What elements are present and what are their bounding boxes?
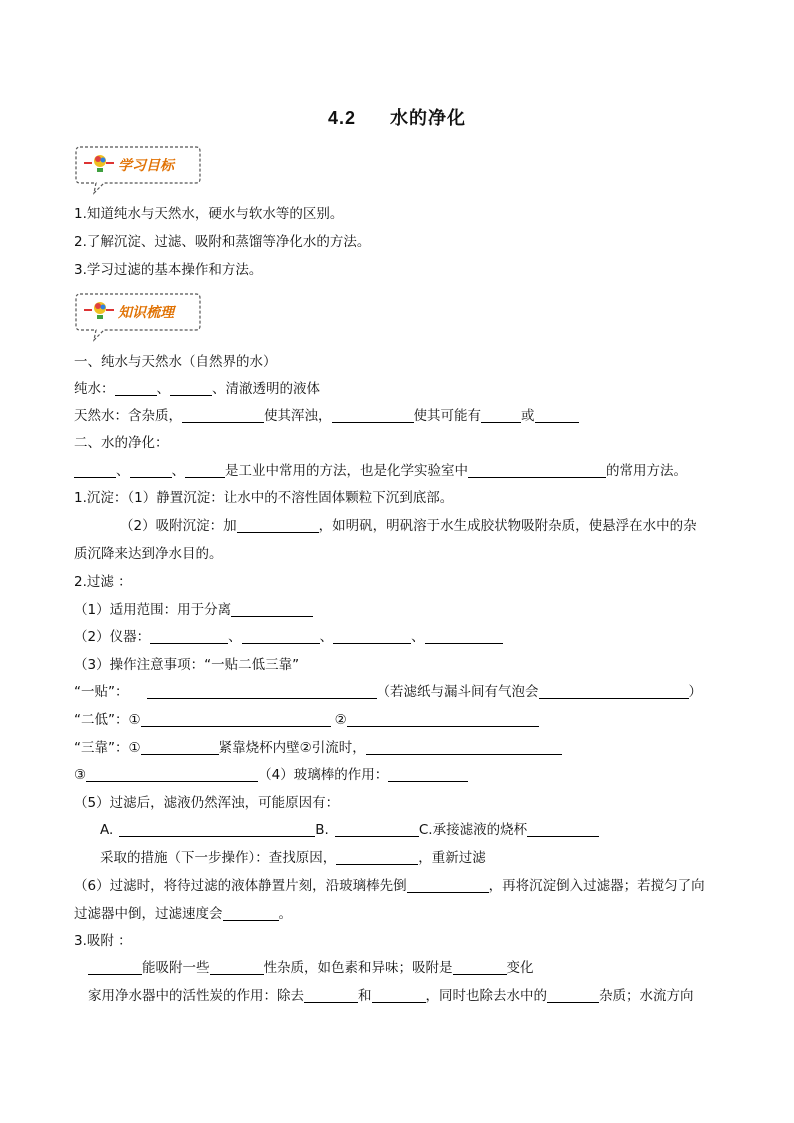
blank	[119, 822, 315, 837]
sedimentation-2: （2）吸附沉淀：加 ，如明矾，明矾溶于水生成胶状物吸附杂质，使悬浮在水中的杂	[120, 518, 697, 534]
section-2-heading: 二、水的净化：	[74, 435, 169, 451]
badge-label: 学习目标	[118, 158, 174, 174]
blank	[453, 960, 507, 975]
blank	[425, 629, 503, 644]
blank	[333, 629, 411, 644]
blank	[304, 988, 358, 1003]
adsorption-line: 能吸附一些 性杂质，如色素和异味；吸附是 变化	[88, 958, 534, 978]
section-1-heading: 一、纯水与天然水（自然界的水）	[74, 354, 277, 370]
methods-line: 、 、 是工业中常用的方法，也是化学实验室中 的常用方法。	[74, 461, 687, 481]
natural-water-line: 天然水：含杂质， 使其浑浊， 使其可能有 或	[74, 406, 579, 426]
blank	[407, 878, 489, 893]
sedimentation-3: 质沉降来达到净水目的。	[74, 546, 223, 562]
blank	[115, 381, 157, 396]
goal-3: 3.学习过滤的基本操作和方法。	[74, 262, 263, 278]
blank	[481, 408, 521, 423]
lean-3-glass-rod: ③ （4）玻璃棒的作用：	[74, 765, 468, 785]
blank	[231, 602, 313, 617]
filter-instruments: （2）仪器： 、 、 、	[74, 627, 503, 647]
badge-learning-goals	[74, 143, 202, 187]
goal-2: 2.了解沉淀、过滤、吸附和蒸馏等净化水的方法。	[74, 234, 371, 250]
blank	[366, 740, 562, 755]
blank	[147, 684, 377, 699]
goal-1: 1.知道纯水与天然水，硬水与软水等的区别。	[74, 206, 344, 222]
blank	[468, 463, 606, 478]
blank	[223, 906, 279, 921]
filter-notes: （3）操作注意事项：“一贴二低三靠”	[74, 657, 300, 673]
blank	[336, 850, 418, 865]
blank	[141, 712, 331, 727]
reason-options: A. B. C.承接滤液的烧杯	[100, 820, 599, 840]
blank	[141, 740, 219, 755]
filter-step-6: （6）过滤时，将待过滤的液体静置片刻，沿玻璃棒先倒 ，再将沉淀倒入过滤器；若搅匀了向	[74, 878, 705, 894]
filter-step-6-cont: 过滤器中倒，过滤速度会 。	[74, 906, 292, 922]
blank	[388, 767, 468, 782]
page-title	[0, 104, 794, 130]
filter-scope: （1）适用范围：用于分离	[74, 600, 313, 620]
blank	[88, 960, 142, 975]
pure-water-line: 纯水： 、 、清澈透明的液体	[74, 381, 320, 397]
blank	[86, 767, 258, 782]
title-text: 水的净化	[390, 108, 467, 129]
household-purifier-line: 家用净水器中的活性炭的作用：除去 和 ，同时也除去水中的 杂质；水流方向	[88, 988, 694, 1004]
filtration-heading: 2.过滤 ：	[74, 574, 132, 590]
blank	[547, 988, 599, 1003]
blank	[210, 960, 264, 975]
blank	[332, 408, 414, 423]
sedimentation-1: 1.沉淀：（1）静置沉淀：让水中的不溶性固体颗粒下沉到底部。	[74, 490, 454, 506]
blank	[372, 988, 426, 1003]
filter-turbid: （5）过滤后，滤液仍然浑浊，可能原因有：	[74, 795, 340, 811]
badge-label: 知识梳理	[118, 305, 174, 321]
blank	[527, 822, 599, 837]
one-stick: “一贴”： （若滤纸与漏斗间有气泡会 ）	[74, 684, 702, 700]
badge-knowledge	[74, 290, 202, 334]
blank	[74, 463, 116, 478]
blank	[535, 408, 579, 423]
measures-line: 采取的措施（下一步操作）：查找原因， ，重新过滤	[100, 850, 486, 866]
blank	[335, 822, 419, 837]
blank	[185, 463, 225, 478]
blank	[347, 712, 539, 727]
blank	[539, 684, 689, 699]
section-number: 4.2	[327, 108, 357, 128]
blank	[237, 518, 319, 533]
three-lean: “三靠”：① 紧靠烧杯内壁②引流时，	[74, 738, 562, 758]
adsorption-heading: 3.吸附 ：	[74, 933, 132, 949]
blank	[130, 463, 172, 478]
blank	[182, 408, 264, 423]
blank	[170, 381, 212, 396]
blank	[242, 629, 320, 644]
two-low: “二低”：① ②	[74, 710, 539, 730]
blank	[150, 629, 228, 644]
